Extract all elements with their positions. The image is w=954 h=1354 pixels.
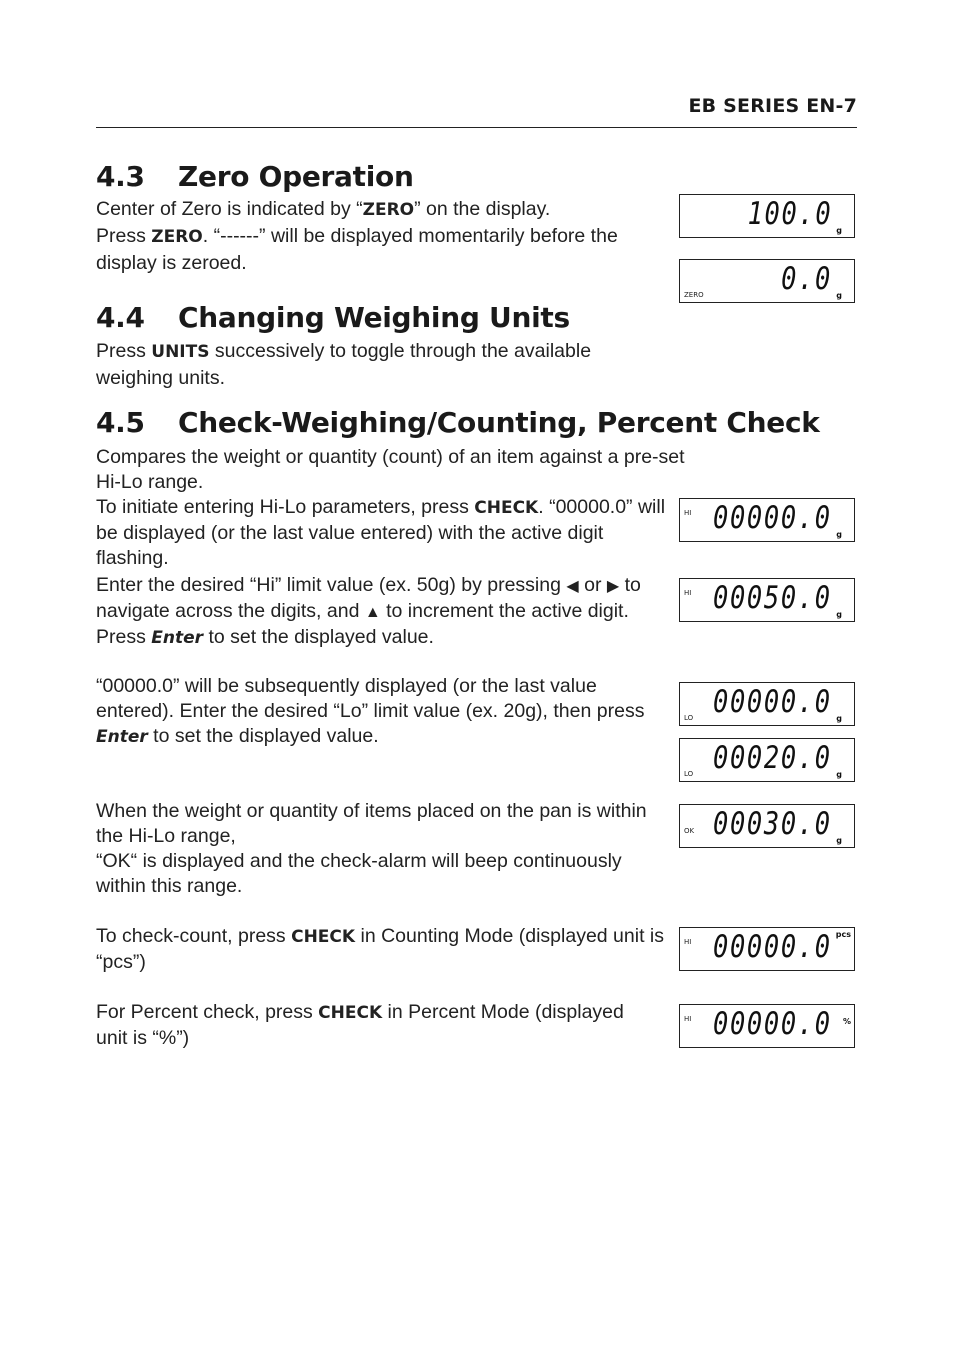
section-title-units [96, 301, 570, 334]
lcd-display-zero [679, 259, 855, 303]
section-title-check [96, 406, 820, 439]
text-span: to set the displayed value. [203, 626, 434, 648]
keyword-units: UNITS [151, 342, 210, 362]
zero-paragraph-1 [96, 196, 666, 223]
keyword-enter: Enter [151, 628, 204, 648]
text-span: To initiate entering Hi-Lo parameters, press [96, 496, 475, 518]
check-paragraph-4 [96, 674, 656, 750]
keyword-zero: ZERO [151, 227, 203, 247]
text-span: ” on the display. [414, 198, 551, 220]
text-span: in Counting Mode (displayed unit is “pcs”) [96, 925, 664, 973]
keyword-check: CHECK [318, 1003, 383, 1023]
text-span: in Percent Mode (displayed unit is “%”) [96, 1001, 624, 1049]
lcd-display-pcs [679, 927, 855, 971]
lcd-display-lo-set [679, 738, 855, 782]
section-title-text: Changing Weighing Units [178, 301, 570, 334]
lcd-unit: g [836, 226, 842, 235]
lcd-value: 00000.0 [713, 684, 832, 720]
lcd-display-hi [679, 498, 855, 542]
zero-paragraph-2 [96, 223, 666, 276]
lcd-indicator: HI [684, 509, 692, 517]
section-number: 4.3 [96, 160, 145, 193]
text-span: “OK“ is displayed and the check-alarm will beep continuously within this range. [96, 850, 622, 897]
lcd-indicator: LO [684, 770, 694, 778]
lcd-unit: pcs [835, 930, 851, 939]
keyword-check: CHECK [291, 927, 356, 947]
lcd-unit: g [836, 714, 842, 723]
lcd-unit: % [842, 1017, 851, 1026]
lcd-indicator: ZERO [684, 291, 704, 299]
text-span: . “------” will be displayed momentarily before the display is zeroed. [96, 225, 618, 274]
text-span: For Percent check, press [96, 1001, 319, 1023]
lcd-display [679, 194, 855, 238]
lcd-display-lo [679, 682, 855, 726]
lcd-value: 00000.0 [713, 1006, 832, 1042]
text-span: Press [96, 340, 152, 362]
keyword-enter: Enter [96, 727, 148, 747]
lcd-value: 00050.0 [713, 580, 832, 616]
lcd-value: 00030.0 [713, 806, 832, 842]
lcd-unit: g [836, 530, 842, 539]
units-paragraph [96, 338, 636, 391]
keyword-check: CHECK [474, 498, 539, 518]
lcd-value: 0.0 [781, 261, 832, 297]
lcd-indicator: HI [684, 1015, 692, 1023]
text-span: When the weight or quantity of items placed on the pan is within the Hi-Lo range, [96, 800, 647, 847]
lcd-unit: g [836, 770, 842, 779]
right-arrow-icon: ▶ [606, 578, 620, 595]
lcd-display-ok [679, 804, 855, 848]
left-arrow-icon: ◀ [566, 578, 579, 595]
text-span: “00000.0” will be subsequently displayed (or the last value entered). Enter the desired “Lo” limit value (ex. 20g), then press [96, 675, 645, 722]
section-number: 4.5 [96, 406, 145, 439]
page-header: EB SERIES EN-7 [688, 95, 857, 117]
text-span: Compares the weight or quantity (count) of an item against a pre-set Hi-Lo range. [96, 446, 685, 493]
keyword-zero: ZERO [362, 200, 415, 220]
section-title-zero [96, 160, 414, 193]
text-span: or [578, 574, 607, 596]
check-paragraph-7 [96, 924, 676, 975]
section-number: 4.4 [96, 301, 145, 334]
lcd-unit: g [836, 836, 842, 845]
text-span: to increment the active digit. Press [96, 600, 629, 648]
text-span: . “00000.0” will be displayed (or the last value entered) with the active digit flashing. [96, 496, 666, 569]
lcd-unit: g [836, 291, 842, 300]
section-title-text: Zero Operation [178, 160, 414, 193]
lcd-value: 00000.0 [713, 929, 832, 965]
lcd-unit: g [836, 610, 842, 619]
text-span: to navigate across the digits, and [96, 574, 641, 622]
text-span: To check-count, press [96, 925, 292, 947]
text-span: Center of Zero is indicated by “ [96, 198, 363, 220]
lcd-indicator: HI [684, 589, 692, 597]
lcd-value: 00000.0 [713, 500, 832, 536]
lcd-value: 100.0 [747, 196, 832, 232]
lcd-display-percent [679, 1004, 855, 1048]
section-title-text: Check-Weighing/Counting, Percent Check [178, 406, 820, 439]
check-paragraph-6 [96, 849, 666, 899]
text-span: successively to toggle through the available weighing units. [96, 340, 592, 389]
lcd-indicator: LO [684, 714, 694, 722]
check-paragraph-2 [96, 495, 674, 571]
text-span: Press [96, 225, 152, 247]
up-arrow-icon: ▲ [364, 604, 381, 621]
check-paragraph-3 [96, 572, 666, 651]
text-span: to set the displayed value. [147, 725, 379, 747]
text-span: Enter the desired “Hi” limit value (ex. 50g) by pressing [96, 574, 567, 596]
lcd-indicator: OK [684, 827, 695, 835]
lcd-indicator: HI [684, 938, 692, 946]
lcd-display-hi-set [679, 578, 855, 622]
check-paragraph-8 [96, 1000, 656, 1051]
header-rule [96, 127, 857, 129]
lcd-value: 00020.0 [713, 740, 832, 776]
check-paragraph-1 [96, 445, 691, 495]
check-paragraph-5 [96, 799, 676, 849]
